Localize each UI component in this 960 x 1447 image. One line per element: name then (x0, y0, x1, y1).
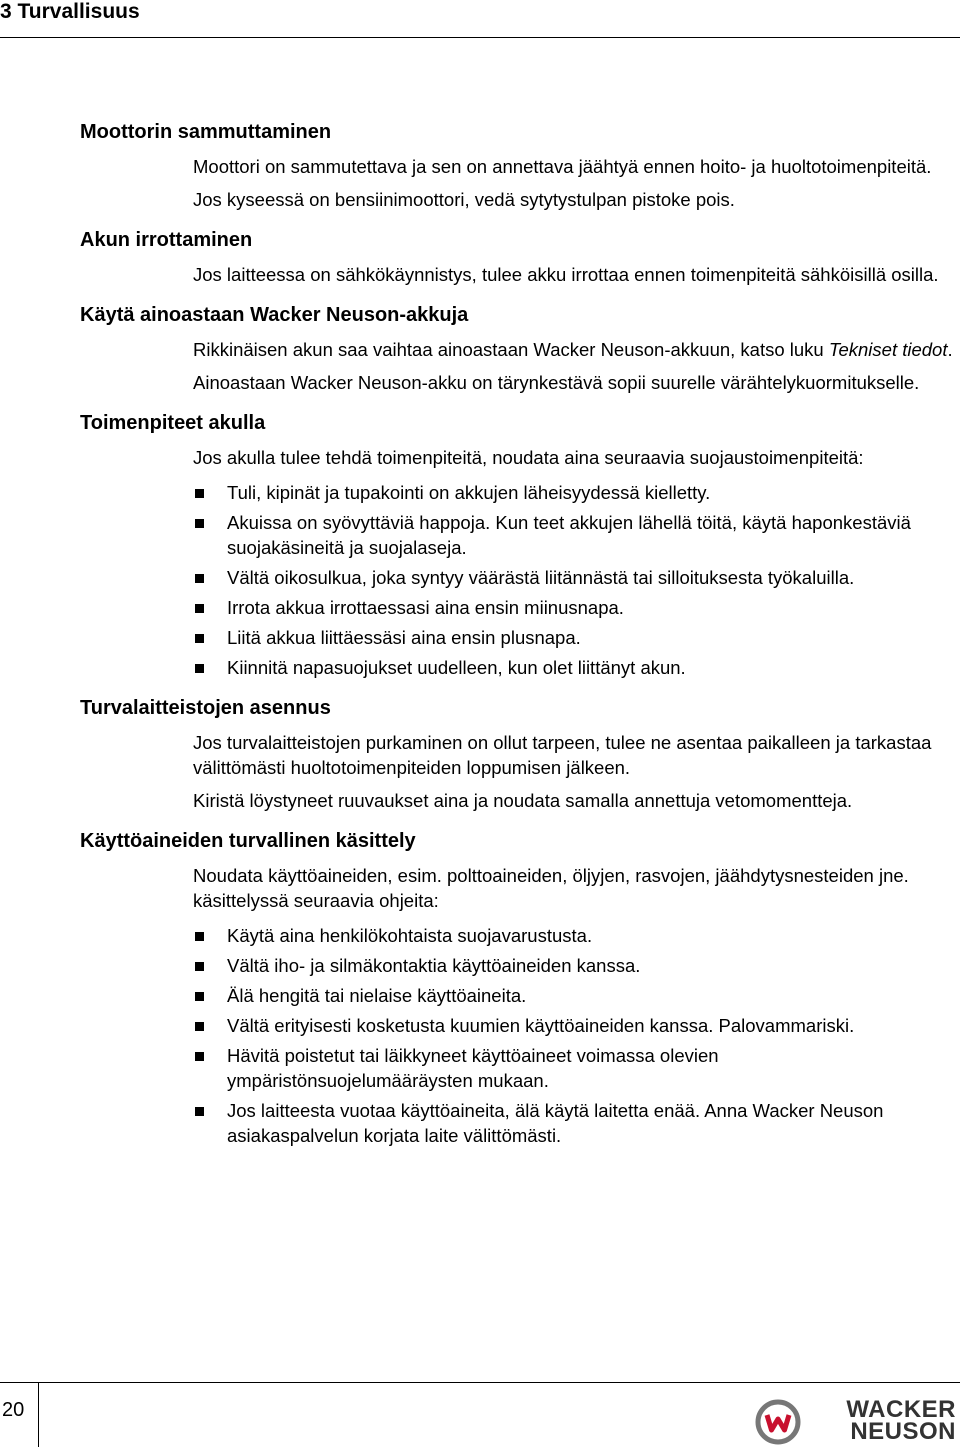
list-item-text: Liitä akkua liittäessäsi aina ensin plusnapa. (227, 627, 581, 648)
list-item-text: Vältä oikosulkua, joka syntyy väärästä liitännästä tai silloituksesta työkaluilla. (227, 567, 855, 588)
bullet-square-icon (195, 992, 204, 1001)
list-item (193, 1043, 958, 1093)
list-item-text: Vältä iho- ja silmäkontaktia käyttöaineiden kanssa. (227, 955, 641, 976)
list-item (193, 480, 958, 505)
bullet-list (193, 480, 958, 680)
paragraph: Moottori on sammutettava ja sen on annettava jäähtyä ennen hoito- ja huoltotoimenpiteitä. (193, 156, 932, 177)
list-item-text: Irrota akkua irrottaessasi aina ensin miinusnapa. (227, 597, 624, 618)
list-item (193, 595, 958, 620)
page-number: 20 (2, 1399, 25, 1421)
list-item (193, 655, 958, 680)
list-item (193, 983, 958, 1008)
bullet-square-icon (195, 574, 204, 583)
section-engine-shutdown (80, 118, 958, 212)
bullet-square-icon (195, 664, 204, 673)
bullet-square-icon (195, 932, 204, 941)
list-item-text: Kiinnitä napasuojukset uudelleen, kun olet liittänyt akun. (227, 657, 686, 678)
section-body (193, 445, 958, 680)
document-body (80, 118, 958, 1162)
list-item (193, 923, 958, 948)
paragraph-end: . (947, 339, 953, 360)
section-heading: Toimenpiteet akulla (80, 412, 266, 434)
section-battery-removal (80, 226, 958, 287)
section-body (193, 262, 958, 287)
bullet-square-icon (195, 1022, 204, 1031)
list-item-text: Hävitä poistetut tai läikkyneet käyttöaineet voimassa olevien ympäristönsuojelumääräysten mukaan. (227, 1045, 719, 1091)
list-item-text: Tuli, kipinät ja tupakointi on akkujen läheisyydessä kielletty. (227, 482, 711, 503)
bullet-square-icon (195, 634, 204, 643)
section-heading: Käyttöaineiden turvallinen käsittely (80, 830, 416, 852)
list-item-text: Vältä erityisesti kosketusta kuumien käyttöaineiden kanssa. Palovammariski. (227, 1015, 855, 1036)
bullet-square-icon (195, 962, 204, 971)
paragraph-text: Rikkinäisen akun saa vaihtaa ainoastaan Wacker Neuson-akkuun, katso luku (193, 339, 829, 360)
list-item (193, 953, 958, 978)
footer-divider (0, 1382, 960, 1383)
bullet-square-icon (195, 1107, 204, 1116)
list-item (193, 565, 958, 590)
section-safety-devices (80, 694, 958, 813)
list-item-text: Älä hengitä tai nielaise käyttöaineita. (227, 985, 527, 1006)
paragraph (193, 337, 958, 362)
section-genuine-batteries (80, 301, 958, 395)
logo-line-wacker: WACKER (846, 1396, 956, 1423)
section-body (193, 863, 958, 1148)
intro-paragraph: Noudata käyttöaineiden, esim. polttoaineiden, öljyjen, rasvojen, jäähdytysnesteiden jne. käsittelyssä seuraavia ohjeita: (193, 865, 909, 911)
section-battery-work (80, 409, 958, 680)
list-item (193, 1098, 958, 1148)
bullet-square-icon (195, 489, 204, 498)
section-operating-fluids (80, 827, 958, 1148)
bullet-square-icon (195, 1052, 204, 1061)
section-body (193, 154, 958, 212)
list-item-text: Jos laitteesta vuotaa käyttöaineita, älä käytä laitetta enää. Anna Wacker Neuson asiakaspalvelun korjata laite välittömästi. (227, 1100, 884, 1146)
logo-line-neuson: NEUSON (850, 1418, 956, 1445)
paragraph: Jos laitteessa on sähkökäynnistys, tulee akku irrottaa ennen toimenpiteitä sähköisillä osilla. (193, 264, 939, 285)
list-item-text: Akuissa on syövyttäviä happoja. Kun teet akkujen lähellä töitä, käytä haponkestäviä suojakäsineitä ja suojalaseja. (227, 512, 911, 558)
section-heading: Käytä ainoastaan Wacker Neuson-akkuja (80, 304, 469, 326)
section-body (193, 337, 958, 395)
bullet-square-icon (195, 519, 204, 528)
list-item (193, 1013, 958, 1038)
page-number-divider (38, 1382, 39, 1447)
bullet-square-icon (195, 604, 204, 613)
section-body (193, 730, 958, 813)
paragraph: Jos kyseessä on bensiinimoottori, vedä sytytystulpan pistoke pois. (193, 189, 735, 210)
bullet-list (193, 923, 958, 1148)
paragraph: Jos turvalaitteistojen purkaminen on ollut tarpeen, tulee ne asentaa paikalleen ja tarkastaa välittömästi huoltotoimenpiteiden loppumisen jälkeen. (193, 732, 932, 778)
intro-paragraph: Jos akulla tulee tehdä toimenpiteitä, noudata aina seuraavia suojaustoimenpiteitä: (193, 447, 864, 468)
list-item-text: Käytä aina henkilökohtaista suojavarustusta. (227, 925, 593, 946)
chapter-reference: Tekniset tiedot (828, 339, 948, 360)
list-item (193, 510, 958, 560)
chapter-title: 3 Turvallisuus (0, 0, 140, 23)
section-heading: Turvalaitteistojen asennus (80, 697, 331, 719)
header-divider (0, 37, 960, 38)
paragraph: Kiristä löystyneet ruuvaukset aina ja noudata samalla annettuja vetomomentteja. (193, 790, 853, 811)
wacker-neuson-logo (816, 1396, 956, 1445)
list-item (193, 625, 958, 650)
section-heading: Moottorin sammuttaminen (80, 121, 332, 143)
wacker-neuson-emblem-icon (754, 1399, 802, 1445)
paragraph: Ainoastaan Wacker Neuson-akku on tärynkestävä sopii suurelle värähtelykuormitukselle. (193, 372, 920, 393)
section-heading: Akun irrottaminen (80, 229, 253, 251)
